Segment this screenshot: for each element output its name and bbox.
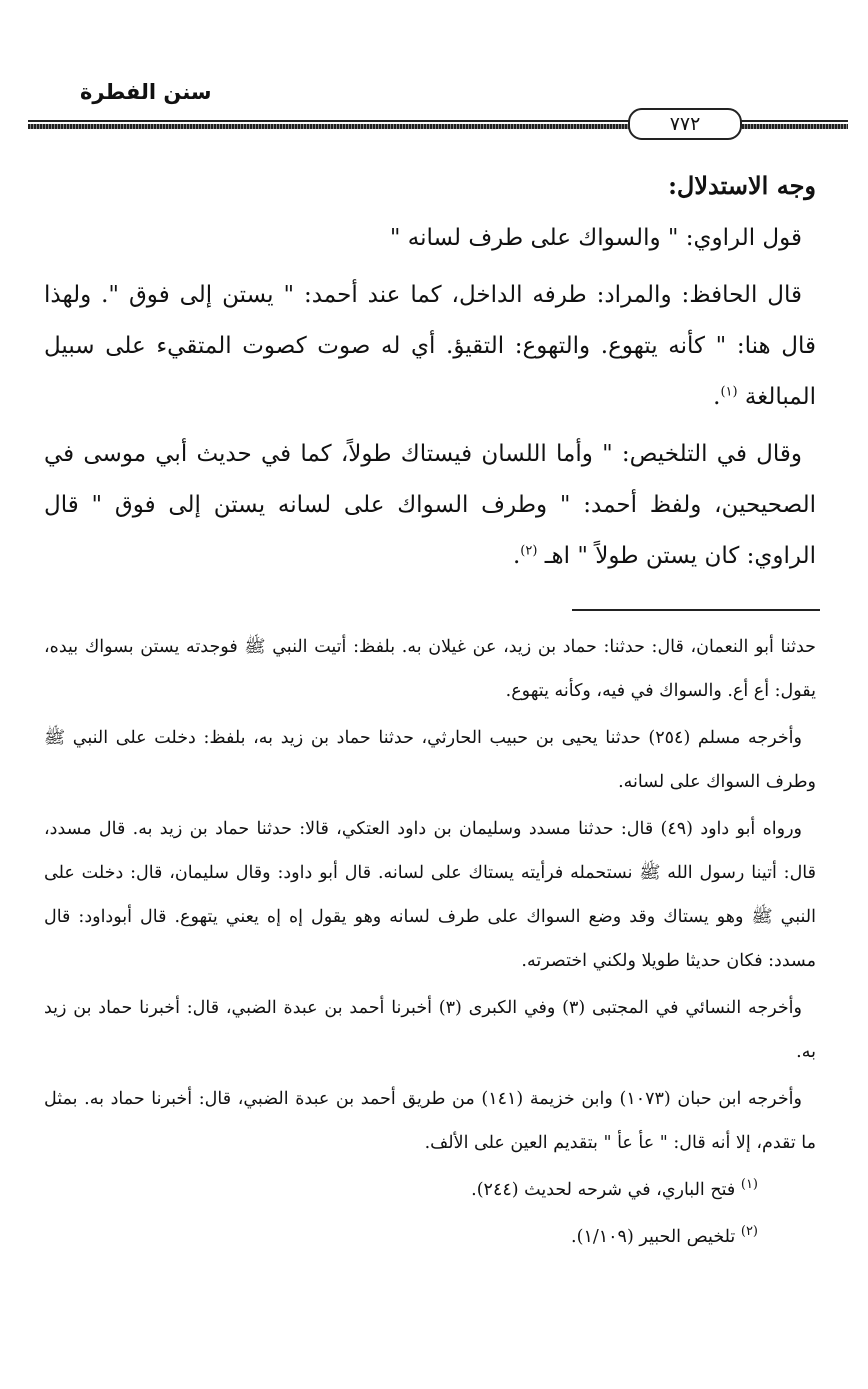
- footnotes: [44, 625, 816, 1262]
- footnote-1-text: فتح الباري، في شرحه لحديث (٢٤٤).: [471, 1180, 736, 1200]
- paragraph-rawi: قول الراوي: " والسواك على طرف لسانه ": [389, 225, 802, 251]
- paragraph-hafiz: [44, 270, 816, 423]
- paragraph-hafiz-tail: .: [713, 384, 721, 410]
- footnote-2-text: تلخيص الحبير (١/١٠٩).: [571, 1227, 736, 1247]
- header-title: سنن الفطرة: [80, 80, 212, 104]
- running-header: [28, 70, 848, 135]
- paragraph-talkhis-tail: .: [512, 543, 521, 569]
- page-number: ٧٧٢: [628, 108, 742, 140]
- paragraph-talkhis-text: وقال في التلخيص: " وأما اللسان فيستاك طولاً، كما في حديث أبي موسى في الصحيحين، ولفظ أحمد: " وطرف السواك على لسانه يستن إلى فوق " قال الراوي: كان يستن طولاً " اهـ: [44, 441, 816, 569]
- section-heading: وجه الاستدلال:: [668, 171, 816, 200]
- footnote-ref-1[interactable]: (١): [720, 384, 738, 400]
- footnote-1-number: (١): [740, 1177, 758, 1193]
- footnote-nasai: وأخرجه النسائي في المجتبى (٣) وفي الكبرى (٣) أخبرنا أحمد بن عبدة الضبي، قال: أخبرنا حماد بن زيد به.: [44, 998, 816, 1062]
- paragraph-talkhis: [44, 429, 816, 582]
- footnote-abudawud: ورواه أبو داود (٤٩) قال: حدثنا مسدد وسليمان بن داود العتكي، قالا: حدثنا حماد بن زيد به. قال مسدد، قال: أتينا رسول الله ﷺ نستحمله فرأيته يستاك على لسانه. قال أبو داود: وقال سليمان، قال: دخلت على النبي ﷺ وهو يستاك وقد وضع السواك على طرف لسانه وهو يقول إه إه يعني يتهوع. قال أبوداود: قال مسدد: فكان حديثا طويلا ولكني اختصرته.: [44, 819, 816, 971]
- footnote-2-number: (٢): [740, 1224, 758, 1240]
- main-text: [44, 160, 816, 588]
- paragraph-hafiz-text: قال الحافظ: والمراد: طرفه الداخل، كما عند أحمد: " يستن إلى فوق ". ولهذا قال هنا: " كأنه يتهوع. والتهوع: التقيؤ. أي له صوت كصوت المتقيء على سبيل المبالغة: [44, 282, 816, 410]
- footnote-muslim: وأخرجه مسلم (٢٥٤) حدثنا يحيى بن حبيب الحارثي، حدثنا حماد بن زيد به، بلفظ: دخلت على النبي ﷺ وطرف السواك على لسانه.: [44, 728, 816, 792]
- footnote-bukhari: حدثنا أبو النعمان، قال: حدثنا: حماد بن زيد، عن غيلان به. بلفظ: أتيت النبي ﷺ فوجدته يستن بسواك بيده، يقول: أع أع. والسواك في فيه، وكأنه يتهوع.: [44, 637, 816, 701]
- footnote-separator: [572, 609, 820, 611]
- footnote-ibnhibban: وأخرجه ابن حبان (١٠٧٣) وابن خزيمة (١٤١) من طريق أحمد بن عبدة الضبي، قال: أخبرنا حماد به. بمثل ما تقدم، إلا أنه قال: " عأ عأ " بتقديم العين على الألف.: [44, 1089, 816, 1153]
- footnote-ref-2[interactable]: (٢): [520, 543, 538, 559]
- footnote-2: [44, 1215, 816, 1259]
- footnote-1: [44, 1168, 816, 1212]
